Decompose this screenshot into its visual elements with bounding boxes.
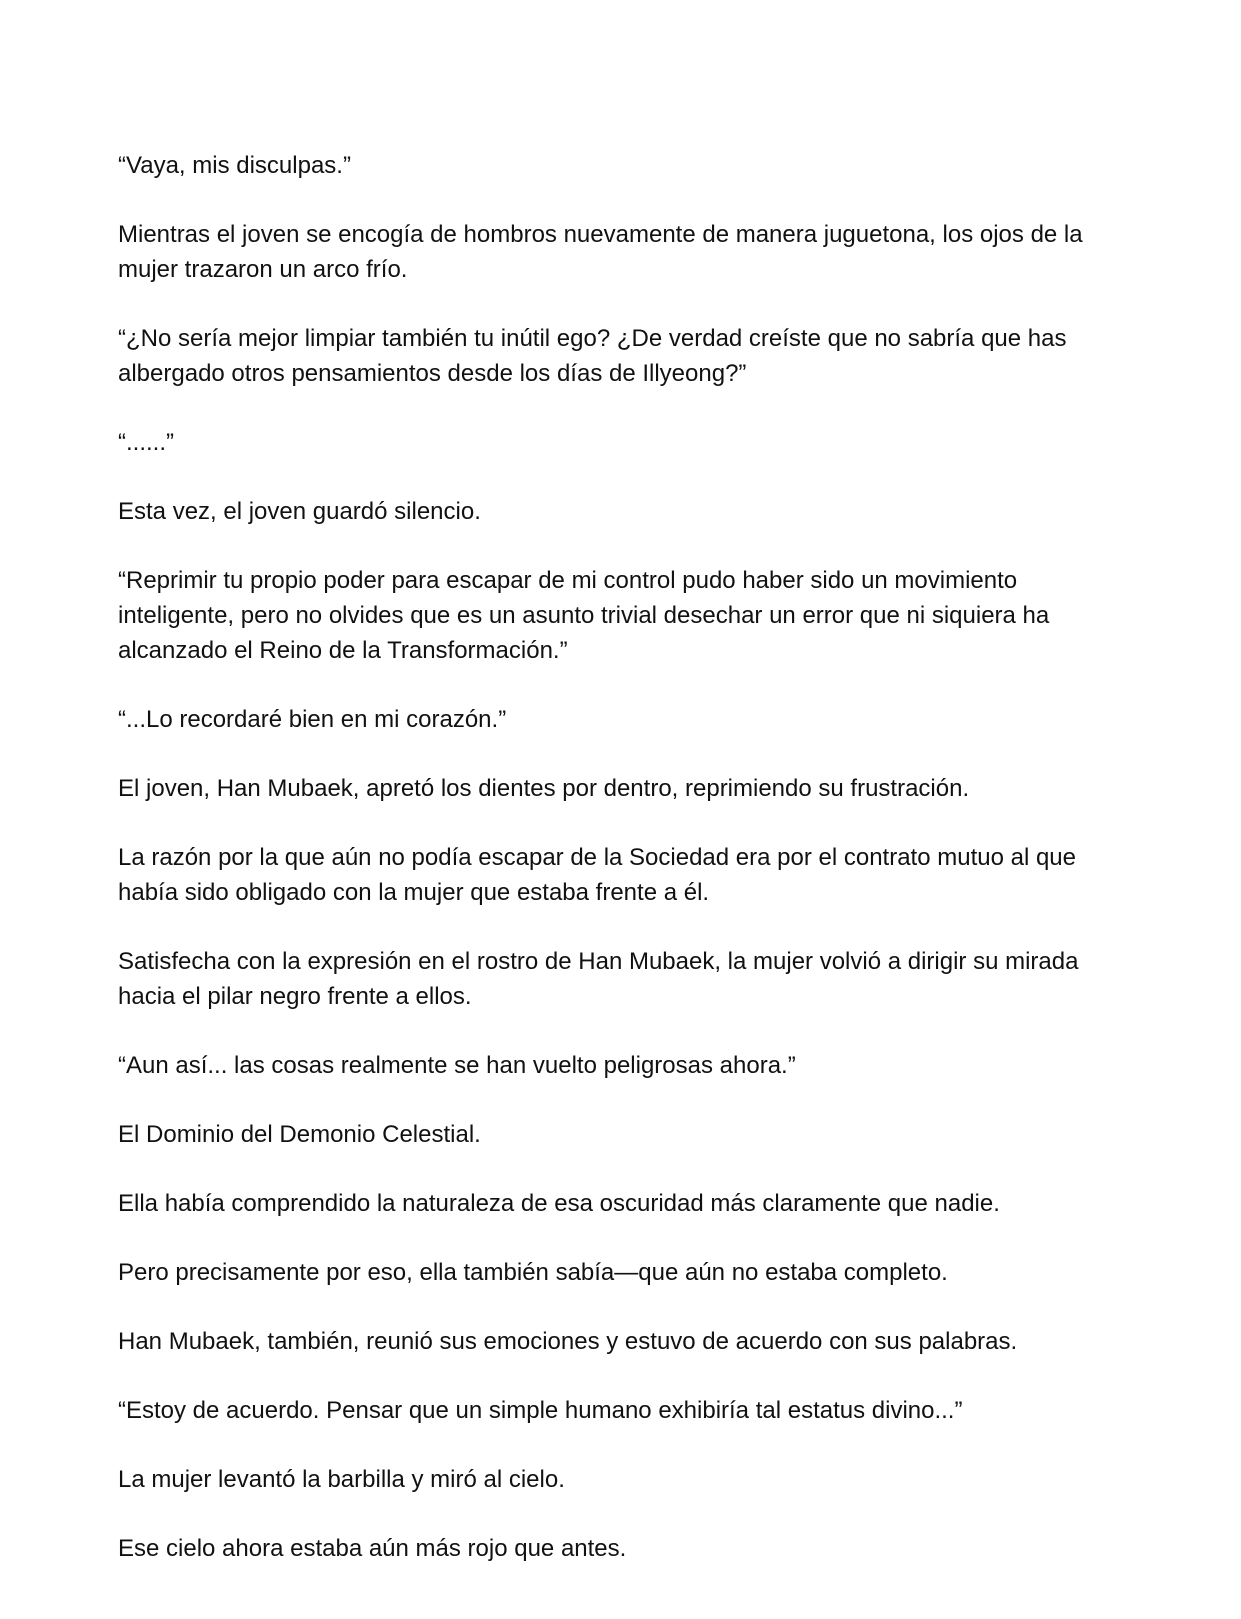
paragraph: Satisfecha con la expresión en el rostro de Han Mubaek, la mujer volvió a dirigir su mirada hacia el pilar negro frente a ellos. bbox=[118, 948, 1079, 1010]
paragraph: El joven, Han Mubaek, apretó los dientes por dentro, reprimiendo su frustración. bbox=[118, 775, 970, 802]
paragraph: Han Mubaek, también, reunió sus emociones y estuvo de acuerdo con sus palabras. bbox=[118, 1328, 1018, 1355]
paragraph: La mujer levantó la barbilla y miró al cielo. bbox=[118, 1466, 565, 1493]
paragraph: La razón por la que aún no podía escapar de la Sociedad era por el contrato mutuo al que había sido obligado con la mujer que estaba frente a él. bbox=[118, 844, 1076, 906]
paragraph: Ese cielo ahora estaba aún más rojo que antes. bbox=[118, 1535, 627, 1562]
paragraph: “Vaya, mis disculpas.” bbox=[118, 152, 351, 179]
paragraph: “Aun así... las cosas realmente se han vuelto peligrosas ahora.” bbox=[118, 1052, 796, 1079]
paragraph: “¿No sería mejor limpiar también tu inútil ego? ¿De verdad creíste que no sabría que has albergado otros pensamientos desde los días de Illyeong?” bbox=[118, 325, 1067, 387]
paragraph: Esta vez, el joven guardó silencio. bbox=[118, 498, 481, 525]
paragraph: “Reprimir tu propio poder para escapar de mi control pudo haber sido un movimiento inteligente, pero no olvides que es un asunto trivial desechar un error que ni siquiera ha alcanzado el Reino de la Transformación.” bbox=[118, 567, 1050, 664]
paragraph: “......” bbox=[118, 429, 174, 456]
paragraph: “...Lo recordaré bien en mi corazón.” bbox=[118, 706, 507, 733]
paragraph: Pero precisamente por eso, ella también sabía—que aún no estaba completo. bbox=[118, 1259, 948, 1286]
document-body bbox=[118, 148, 1128, 1600]
paragraph: Mientras el joven se encogía de hombros nuevamente de manera juguetona, los ojos de la mujer trazaron un arco frío. bbox=[118, 221, 1083, 283]
paragraph: “Estoy de acuerdo. Pensar que un simple humano exhibiría tal estatus divino...” bbox=[118, 1397, 963, 1424]
paragraph: El Dominio del Demonio Celestial. bbox=[118, 1121, 481, 1148]
paragraph: Ella había comprendido la naturaleza de esa oscuridad más claramente que nadie. bbox=[118, 1190, 1000, 1217]
